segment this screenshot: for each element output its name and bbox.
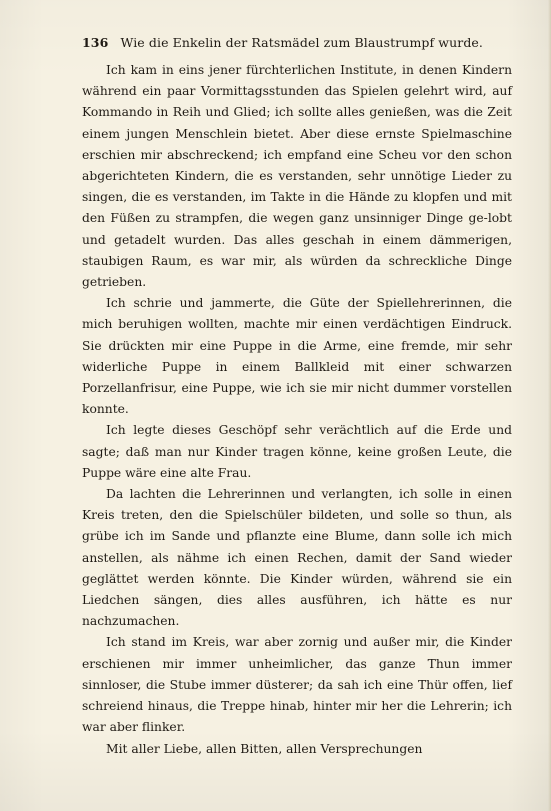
- paragraph: Da lachten die Lehrerinnen und verlangten, ich solle in einen Kreis treten, den die Spielschüler bildeten, und solle so thun, als grübe ich im Sande und pflanzte eine Blume, dann solle ich mich anstellen, als nähme ich einen Rechen, damit der Sand wieder geglättet werden könnte. Die Kinder würden, während sie ein Liedchen sängen, dies alles ausführen, ich hätte es nur nachzumachen.: [82, 487, 512, 629]
- paragraph: Ich stand im Kreis, war aber zornig und außer mir, die Kinder erschienen mir immer unheimlicher, das ganze Thun immer sinnloser, die Stube immer düsterer; da sah ich eine Thür offen, lief schreiend hinaus, die Treppe hinab, hinter mir her die Lehrerin; ich war aber flinker.: [82, 635, 512, 735]
- paragraph: Ich legte dieses Geschöpf sehr verächtlich auf die Erde und sagte; daß man nur Kinder tragen könne, keine großen Leute, die Puppe wäre eine alte Frau.: [82, 423, 512, 480]
- page-number: 136: [82, 35, 109, 50]
- page-header: [82, 32, 503, 54]
- body-text: [82, 60, 512, 760]
- paragraph: Ich kam in eins jener fürchterlichen Institute, in denen Kindern während ein paar Vormittagsstunden das Spielen gelehrt wird, auf Kommando in Reih und Glied; ich sollte alles genießen, was die Zeit einem jungen Menschlein bietet. Aber diese ernste Spielmaschine erschien mir abschreckend; ich empfand eine Scheu vor den schon abgerichteten Kindern, die es verstanden, sehr unnötige Lieder zu singen, die es verstanden, im Takte in die Hände zu klopfen und mit den Füßen zu strampfen, die wegen ganz unsinniger Dinge ge-lobt und getadelt wurden. Das alles geschah in einem dämmerigen, staubigen Raum, es war mir, als würden da schreckliche Dinge getrieben.: [82, 63, 512, 290]
- paragraph: Mit aller Liebe, allen Bitten, allen Versprechungen: [106, 741, 423, 756]
- running-title: Wie die Enkelin der Ratsmädel zum Blaustrumpf wurde.: [120, 35, 483, 50]
- paragraph: Ich schrie und jammerte, die Güte der Spiellehrerinnen, die mich beruhigen wollten, machte mir einen verdächtigen Eindruck. Sie drückten mir eine Puppe in die Arme, eine fremde, mir sehr widerliche Puppe in einem Ballkleid mit einer schwarzen Porzellanfrisur, eine Puppe, wie ich sie mir nicht dummer vorstellen konnte.: [82, 296, 512, 417]
